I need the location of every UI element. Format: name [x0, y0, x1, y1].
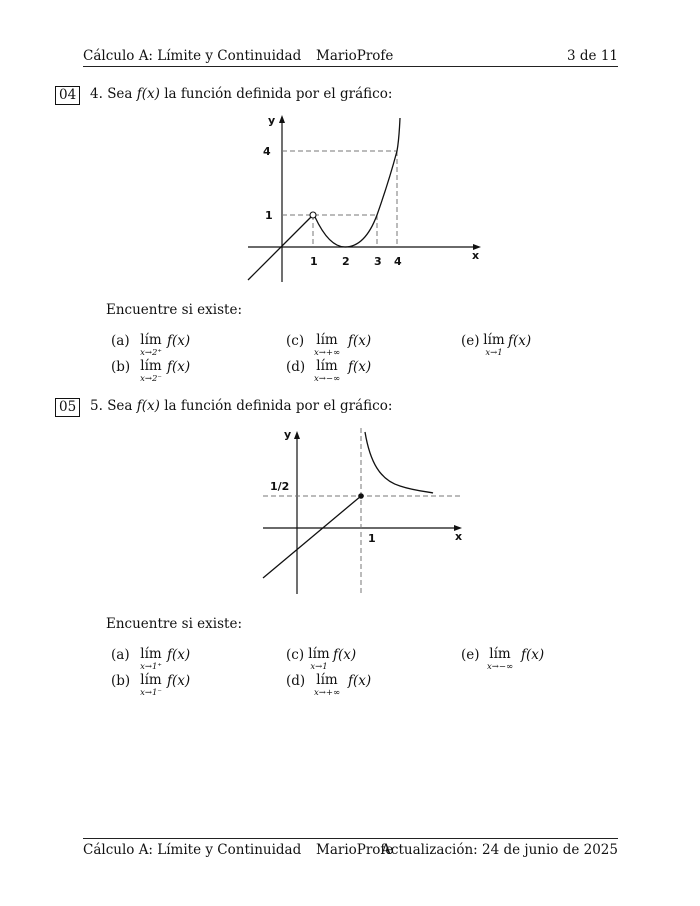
header-rule [83, 66, 618, 67]
limit-operator: lím x→−∞ [486, 646, 514, 672]
limit-operator: lím x→1⁺ [140, 646, 162, 672]
limit-operator: lím x→+∞ [313, 332, 341, 358]
problem-05-item-d [286, 673, 436, 703]
problem-04-item-e [461, 333, 611, 363]
y-axis-label: y [268, 114, 276, 127]
problem-04-item-d [286, 359, 436, 389]
problem-04-fx: f(x) [136, 86, 160, 102]
problem-04-statement-post: la función definida por el gráfico: [164, 86, 393, 102]
x-tick-4: 4 [394, 255, 402, 268]
item-label: (d) [286, 359, 306, 375]
x-axis-label: x [455, 530, 463, 543]
problem-05-item-e [461, 647, 611, 677]
item-label: (b) [111, 359, 131, 375]
footer-course-title: Cálculo A: Límite y Continuidad [83, 842, 302, 858]
curve-hyperbola [365, 432, 433, 493]
problem-05-statement-pre: Sea [107, 398, 133, 414]
y-tick-half: 1/2 [270, 480, 290, 493]
function-expression: f(x) [167, 647, 191, 663]
problem-04-graph [240, 108, 490, 286]
function-expression: f(x) [167, 333, 191, 349]
y-tick-1: 1 [265, 209, 273, 222]
item-label: (a) [111, 647, 130, 663]
x-tick-1: 1 [310, 255, 318, 268]
function-expression: f(x) [167, 673, 191, 689]
y-axis-label: y [284, 428, 292, 441]
problem-05-statement [90, 398, 392, 414]
limit-operator: lím x→+∞ [313, 672, 341, 698]
y-axis-arrow [294, 431, 300, 439]
y-axis-arrow [279, 115, 285, 123]
item-label: (b) [111, 673, 131, 689]
x-tick-1: 1 [368, 532, 376, 545]
problem-05-box: 05 [55, 398, 80, 417]
x-axis-label: x [472, 249, 480, 262]
problem-04-item-b [111, 359, 261, 389]
problem-04-statement-pre: Sea [107, 86, 133, 102]
item-label: (c) [286, 333, 305, 349]
x-tick-3: 3 [374, 255, 382, 268]
problem-04-prompt: Encuentre si existe: [106, 302, 242, 318]
limit-operator: lím x→2⁻ [140, 358, 162, 384]
curve-left-line [248, 217, 311, 280]
y-tick-4: 4 [263, 145, 271, 158]
function-expression: f(x) [167, 359, 191, 375]
curve-parabola [315, 118, 400, 247]
limit-operator: lím x→1 [308, 646, 330, 672]
problem-05-fx: f(x) [136, 398, 160, 414]
item-label: (d) [286, 673, 306, 689]
footer-author: MarioProfe [316, 842, 394, 858]
limit-operator: lím x→1 [483, 332, 505, 358]
function-expression: f(x) [348, 333, 372, 349]
problem-05-item-b [111, 673, 261, 703]
x-tick-2: 2 [342, 255, 350, 268]
footer-update-date: Actualización: 24 de junio de 2025 [381, 842, 618, 858]
closed-point-1-half [358, 493, 364, 499]
problem-04-box: 04 [55, 86, 80, 105]
curve-left-line [263, 496, 361, 578]
limit-operator: lím x→2⁺ [140, 332, 162, 358]
problem-04-statement [90, 86, 392, 102]
item-label: (a) [111, 333, 130, 349]
header-course-title: Cálculo A: Límite y Continuidad [83, 48, 302, 64]
function-expression: f(x) [348, 673, 372, 689]
problem-05-graph [255, 422, 475, 602]
problem-05-statement-post: la función definida por el gráfico: [164, 398, 393, 414]
problem-05-prompt: Encuentre si existe: [106, 616, 242, 632]
function-expression: f(x) [508, 333, 532, 349]
limit-operator: lím x→1⁻ [140, 672, 162, 698]
function-expression: f(x) [333, 647, 357, 663]
footer-rule [83, 838, 618, 839]
item-label: (e) [461, 333, 480, 349]
problem-04-number: 4. [90, 86, 103, 102]
function-expression: f(x) [348, 359, 372, 375]
limit-operator: lím x→−∞ [313, 358, 341, 384]
function-expression: f(x) [521, 647, 545, 663]
item-label: (e) [461, 647, 480, 663]
header-page-number: 3 de 11 [567, 48, 618, 64]
problem-05-number: 5. [90, 398, 103, 414]
header-author: MarioProfe [316, 48, 394, 64]
open-point-1-1 [310, 212, 316, 218]
item-label: (c) [286, 647, 305, 663]
